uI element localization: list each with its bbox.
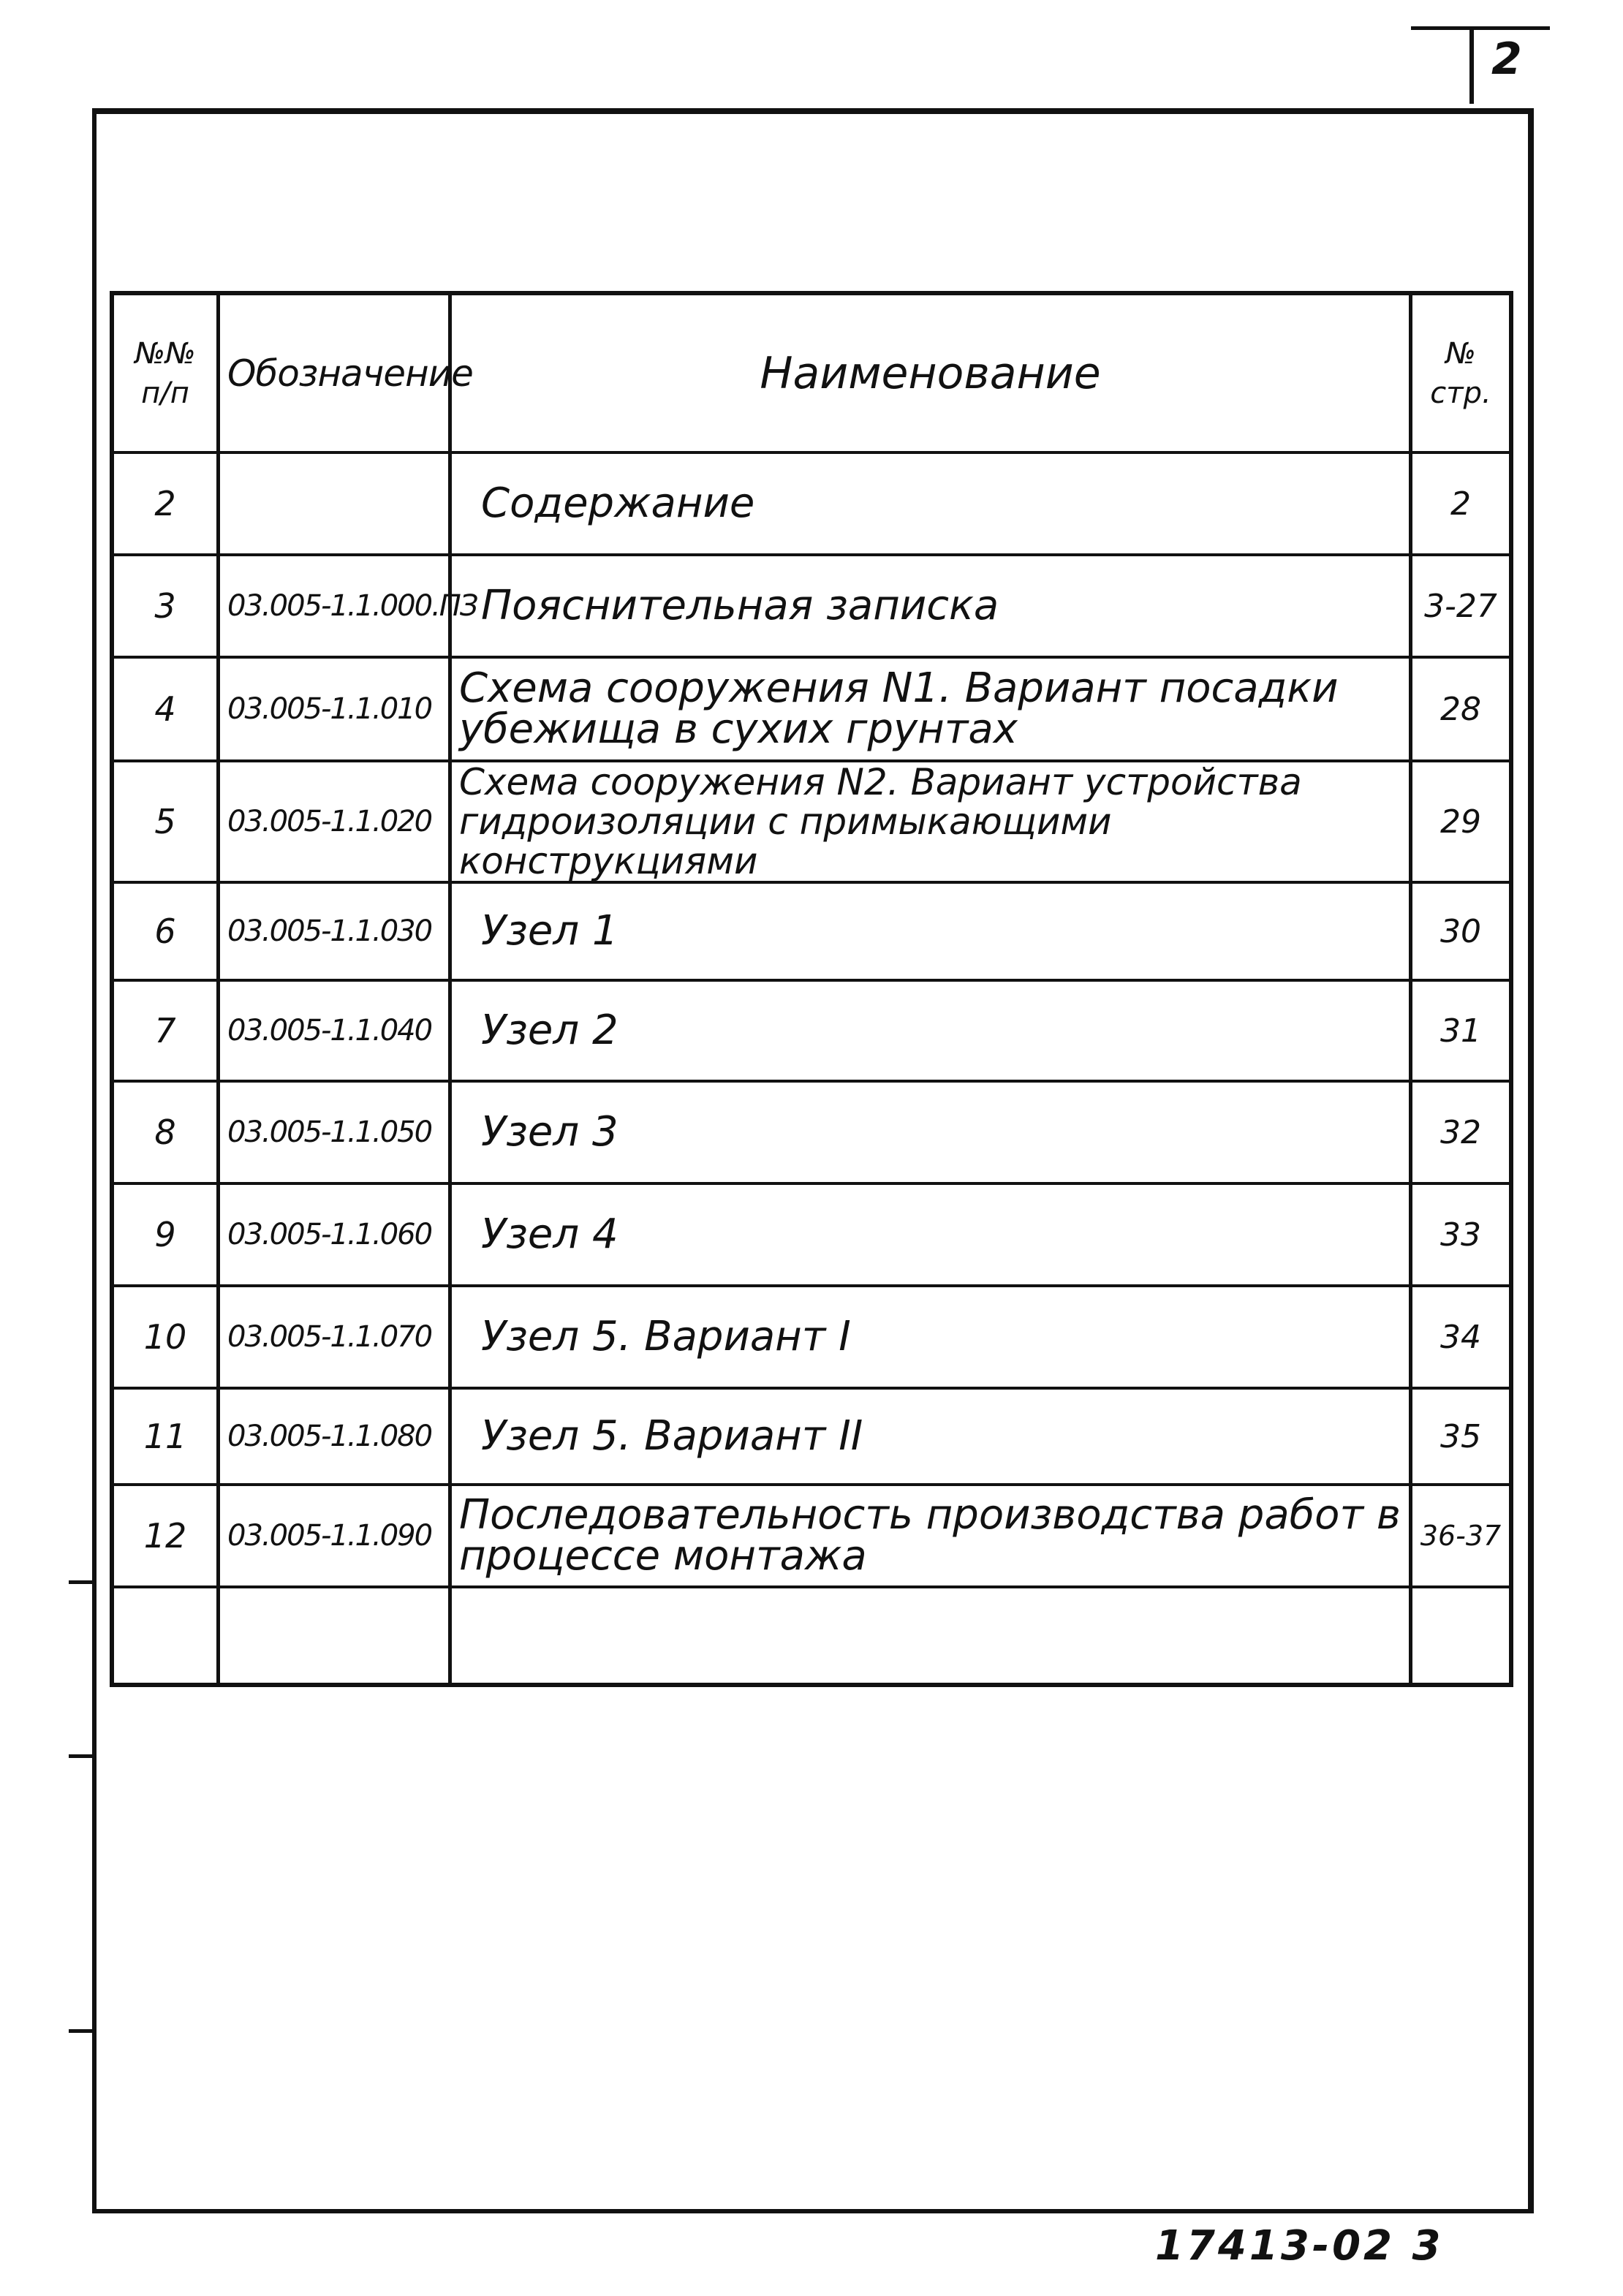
row-page: 29 (1411, 761, 1512, 882)
row-name: Узел 3 (450, 1081, 1411, 1183)
row-num: 6 (112, 882, 219, 980)
row-num: 5 (112, 761, 219, 882)
document-stamp: 17413-02 3 (1155, 2222, 1444, 2270)
header-page: № стр. (1411, 293, 1512, 452)
row-name (450, 1587, 1411, 1685)
row-name: Узел 5. Вариант II (450, 1388, 1411, 1485)
row-num: 11 (112, 1388, 219, 1485)
row-code: 03.005-1.1.000.ПЗ (219, 555, 450, 657)
row-code: 03.005-1.1.080 (219, 1388, 450, 1485)
row-num: 4 (112, 657, 219, 761)
table-row (112, 657, 1511, 761)
table-header-row (112, 293, 1511, 452)
table-row (112, 882, 1511, 980)
table-row (112, 761, 1511, 882)
row-num: 12 (112, 1485, 219, 1587)
table-row (112, 1081, 1511, 1183)
row-page: 32 (1411, 1081, 1512, 1183)
row-page (1411, 1587, 1512, 1685)
binding-tick (69, 1754, 94, 1758)
row-code: 03.005-1.1.070 (219, 1286, 450, 1388)
row-page: 3-27 (1411, 555, 1512, 657)
row-name: Узел 4 (450, 1183, 1411, 1286)
row-num: 2 (112, 452, 219, 555)
row-page: 2 (1411, 452, 1512, 555)
row-page: 34 (1411, 1286, 1512, 1388)
row-name: Узел 2 (450, 980, 1411, 1081)
row-code: 03.005-1.1.030 (219, 882, 450, 980)
table-row (112, 980, 1511, 1081)
row-num: 9 (112, 1183, 219, 1286)
table-row (112, 1183, 1511, 1286)
row-page: 31 (1411, 980, 1512, 1081)
table-row-empty (112, 1587, 1511, 1685)
header-name: Наименование (450, 293, 1411, 452)
binding-tick (69, 1580, 94, 1584)
row-code: 03.005-1.1.040 (219, 980, 450, 1081)
row-code: 03.005-1.1.050 (219, 1081, 450, 1183)
row-name: Узел 5. Вариант I (450, 1286, 1411, 1388)
row-num (112, 1587, 219, 1685)
row-code: 03.005-1.1.010 (219, 657, 450, 761)
row-code: 03.005-1.1.020 (219, 761, 450, 882)
row-name: Пояснительная записка (450, 555, 1411, 657)
row-page: 28 (1411, 657, 1512, 761)
row-num: 7 (112, 980, 219, 1081)
row-code (219, 452, 450, 555)
row-name: Последовательность производства работ в процессе монтажа (450, 1485, 1411, 1587)
binding-tick (69, 2029, 94, 2033)
row-num: 8 (112, 1081, 219, 1183)
table-row (112, 1485, 1511, 1587)
row-page: 33 (1411, 1183, 1512, 1286)
table-row (112, 452, 1511, 555)
row-name: Узел 1 (450, 882, 1411, 980)
row-code: 03.005-1.1.060 (219, 1183, 450, 1286)
row-code (219, 1587, 450, 1685)
row-name: Схема сооружения N2. Вариант устройства гидроизоляции с примыкающими конструкциями (450, 761, 1411, 882)
sheet-number: 2 (1491, 34, 1522, 85)
table-row (112, 555, 1511, 657)
row-name: Схема сооружения N1. Вариант посадки убежища в сухих грунтах (450, 657, 1411, 761)
table-row (112, 1286, 1511, 1388)
row-num: 10 (112, 1286, 219, 1388)
row-num: 3 (112, 555, 219, 657)
header-code: Обозначение (219, 293, 450, 452)
contents-table (110, 291, 1513, 1687)
row-page: 35 (1411, 1388, 1512, 1485)
row-code: 03.005-1.1.090 (219, 1485, 450, 1587)
corner-mark-horizontal (1411, 26, 1550, 30)
table-row (112, 1388, 1511, 1485)
header-num: №№ п/п (112, 293, 219, 452)
row-name: Содержание (450, 452, 1411, 555)
row-page: 36-37 (1411, 1485, 1512, 1587)
row-page: 30 (1411, 882, 1512, 980)
corner-mark-vertical (1469, 26, 1474, 104)
